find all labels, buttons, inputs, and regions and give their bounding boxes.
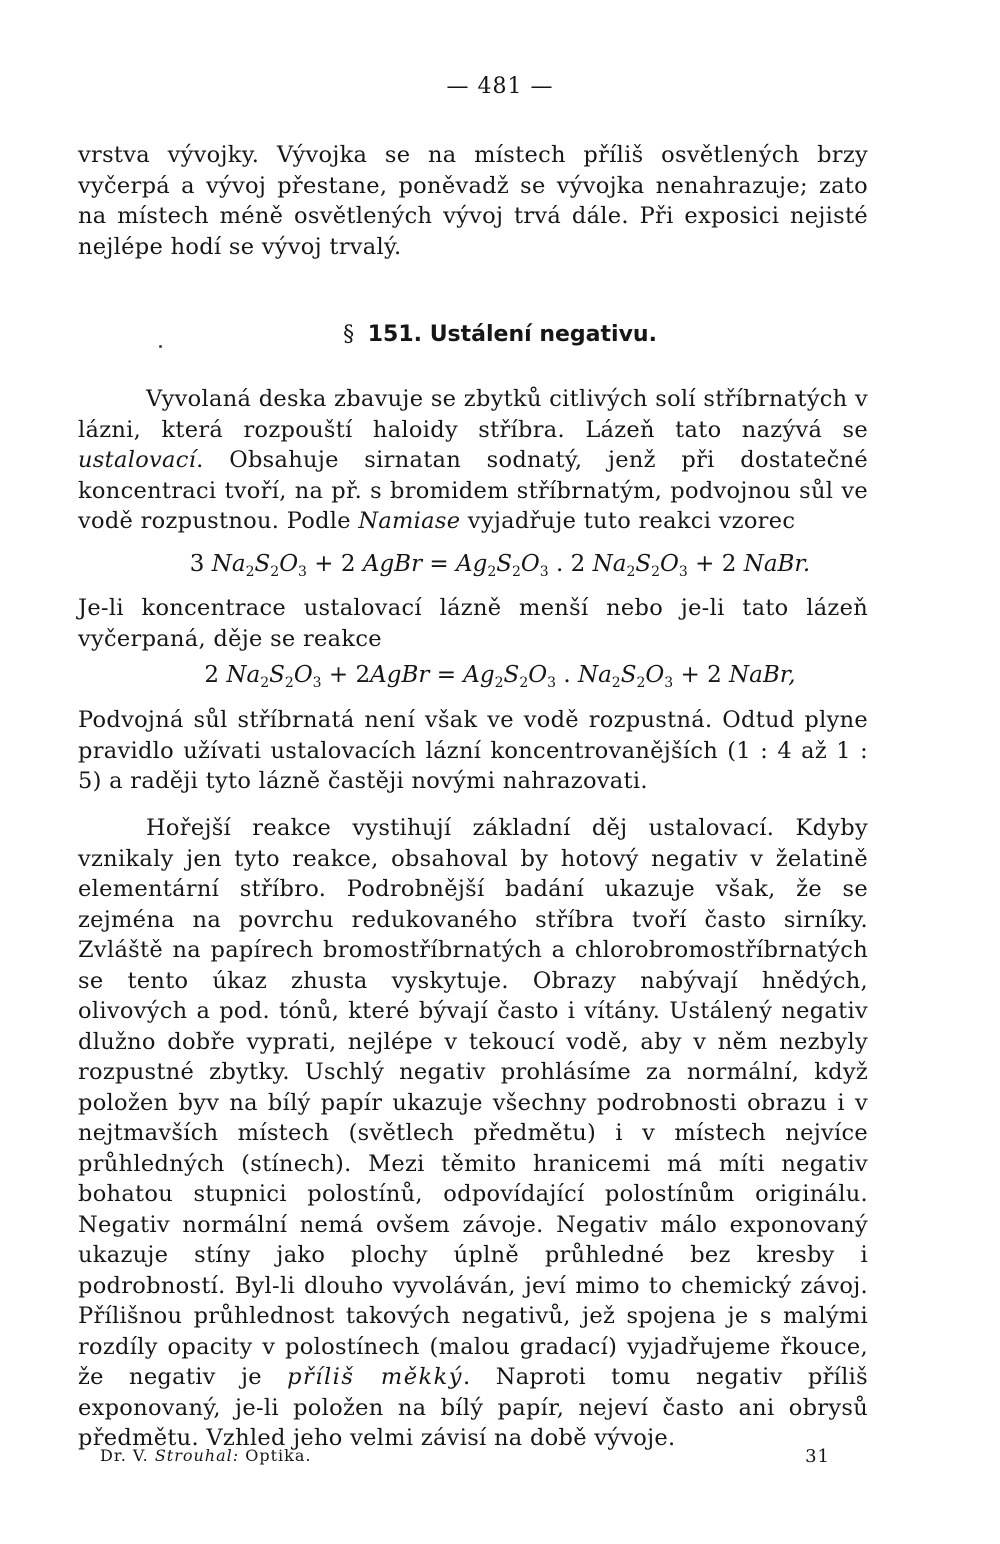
page-number: — 481 — <box>446 74 554 99</box>
section-heading <box>0 322 1000 347</box>
eq2-equals: = <box>436 662 456 688</box>
section-sign: § <box>343 322 355 347</box>
eq2-subscript: 2 <box>494 675 504 691</box>
eq1-term: Na <box>592 551 627 577</box>
paragraph-long-text <box>78 813 868 1454</box>
eq1-subscript: 2 <box>626 564 636 580</box>
eq1-coefficient: 2 <box>570 551 586 577</box>
eq2-coefficient: 2 <box>355 662 371 688</box>
paragraph-long-part1: Hořejší reakce vystihují základní děj ustalovací. Kdyby vznikaly jen tyto reakce, obsahoval by hotový negativ v želatině elementární stříbro. Podrobnější badání ukazuje však, že se zejména na povrchu redukovaného stříbra tvoří často sirníky. Zvláště na papírech bromostříbrnatých a chlorobromostříbrnatých se tento úkaz zhusta vyskytuje. Obrazy nabývají hnědých, olivových a pod. tónů, které bývají často i vítány. Ustálený negativ dlužno dobře vyprati, nejlépe v tekoucí vodě, aby v něm nezbyly rozpustné zbytky. Uschlý negativ prohlásíme za normální, když položen byv na bílý papír ukazuje všechny podrobnosti obrazu i v nejtmavších místech (světlech předmětu) i v místech nejvíce průhledných (stínech). Mezi těmito hranicemi má míti negativ bohatou stupnici polostínů, odpovídající polostínům originálu. Negativ normální nemá ovšem závoje. Negativ málo exponovaný ukazuje stíny jako plochy úplně průhledné bez kresby i podrobností. Byl-li dlouho vyvoláván, jeví mimo to chemický závoj. Přílišnou průhlednost takových negativů, jež spojena je s malými rozdíly opacity v polostínech (malou gradací) vyjadřujeme řkouce, že negativ je <box>78 815 868 1390</box>
eq1-subscript: 3 <box>678 564 688 580</box>
eq1-dot: . <box>556 551 564 577</box>
eq2-term: S <box>620 662 637 688</box>
eq2-term: O <box>293 662 313 688</box>
eq1-subscript: 2 <box>512 564 521 580</box>
eq2-term: O <box>645 662 665 688</box>
eq2-subscript: 3 <box>312 675 322 691</box>
eq1-equals: = <box>429 551 449 577</box>
eq1-term: NaBr. <box>743 551 811 577</box>
footer-author <box>100 1446 311 1465</box>
eq2-term: S <box>503 662 520 688</box>
equation-1 <box>0 551 1000 580</box>
paragraph-double-salt <box>78 705 868 797</box>
eq1-coefficient: 3 <box>189 551 205 577</box>
term-ustalovaci: ustalovací <box>78 447 197 473</box>
paragraph-fixing-part1: Vyvolaná deska zbavuje se zbytků citlivých solí stříbrnatých v lázni, která rozpouští haloidy stříbra. Lázeň tato nazývá se <box>78 386 868 443</box>
eq2-subscript: 2 <box>636 675 646 691</box>
eq1-term: S <box>496 551 512 577</box>
eq1-term: Ag <box>455 551 488 577</box>
eq2-coefficient: 2 <box>204 662 220 688</box>
paragraph-fixing-text <box>78 384 868 537</box>
equation-2 <box>0 662 1000 691</box>
eq2-term: AgBr <box>370 662 430 688</box>
eq1-term: O <box>660 551 679 577</box>
eq1-subscript: 2 <box>270 564 280 580</box>
eq1-plus: + <box>695 551 715 577</box>
eq2-subscript: 3 <box>664 675 674 691</box>
eq1-subscript: 3 <box>539 564 549 580</box>
eq2-term: O <box>528 662 548 688</box>
footer-signature: 31 <box>805 1446 830 1467</box>
emphasis-prilis-mekky: příliš měkký <box>287 1364 463 1390</box>
paragraph-double-salt-text: Podvojná sůl stříbrnatá není však ve vodě rozpustná. Odtud plyne pravidlo užívati ustalovacích lázní koncentrovanějších (1 : 4 až 1 : 5) a raději tyto lázně častěji novými nahrazovati. <box>78 707 868 794</box>
footer-title: Optika. <box>245 1446 312 1465</box>
eq1-plus: + <box>314 551 334 577</box>
eq2-subscript: 2 <box>260 675 270 691</box>
paragraph-fixing-part3: vyjadřuje tuto reakci vzorec <box>460 508 796 534</box>
author-namiase: Namiase <box>358 508 461 534</box>
eq2-term: Na <box>226 662 261 688</box>
eq2-plus: + <box>680 662 700 688</box>
paragraph-mid <box>78 593 868 654</box>
paragraph-long <box>78 813 868 1454</box>
eq2-coefficient: 2 <box>707 662 722 688</box>
paragraph-fixing-part2: . Obsahuje sirnatan sodnatý, jenž při dostatečné koncentraci tvoří, na př. s bromidem stříbrnatým, podvojnou sůl ve vodě rozpustnou. Podle <box>78 447 868 534</box>
eq1-subscript: 3 <box>298 564 307 580</box>
eq1-term: S <box>254 551 271 577</box>
eq2-subscript: 2 <box>284 675 294 691</box>
paragraph-top-text: vrstva vývojky. Vývojka se na místech příliš osvětlených brzy vyčerpá a vývoj přestane, poněvadž se vývojka nenahrazuje; zato na místech méně osvětlených vývoj trvá dále. Při exposici nejisté nejlépe hodí se vývoj trvalý. <box>78 142 868 260</box>
paragraph-top <box>78 140 868 262</box>
eq1-subscript: 2 <box>245 564 255 580</box>
eq1-term: AgBr <box>362 551 423 577</box>
eq2-subscript: 2 <box>611 675 621 691</box>
eq2-term: Ag <box>463 662 495 688</box>
eq2-plus: + <box>328 662 349 688</box>
footer-author-name: Strouhal: <box>154 1446 240 1465</box>
eq2-dot: . <box>563 662 571 688</box>
eq1-term: O <box>520 551 540 577</box>
eq2-term: Na <box>577 662 612 688</box>
eq2-subscript: 2 <box>519 675 529 691</box>
eq2-term: NaBr, <box>729 662 796 688</box>
eq1-term: Na <box>211 551 246 577</box>
eq2-subscript: 3 <box>547 675 557 691</box>
paragraph-long-part2: . Naproti tomu negativ příliš exponovaný, je-li položen na bílý papír, nejeví často ani obrysů předmětu. Vzhled jeho velmi závisí na době vývoje. <box>78 1364 868 1451</box>
page-footer <box>100 1446 830 1467</box>
eq1-subscript: 2 <box>651 564 661 580</box>
eq1-term: S <box>635 551 652 577</box>
eq2-term: S <box>269 662 285 688</box>
eq1-subscript: 2 <box>487 564 497 580</box>
section-title: Ustálení negativu. <box>429 322 657 347</box>
paragraph-fixing <box>78 384 868 537</box>
eq1-coefficient: 2 <box>340 551 356 577</box>
eq1-term: O <box>279 551 299 577</box>
footer-prefix: Dr. V. <box>100 1446 149 1465</box>
paragraph-mid-text: Je-li koncentrace ustalovací lázně menší nebo je-li tato lázeň vyčerpaná, děje se reakce <box>78 595 868 652</box>
eq1-coefficient: 2 <box>721 551 737 577</box>
section-number: 151. <box>367 322 423 347</box>
